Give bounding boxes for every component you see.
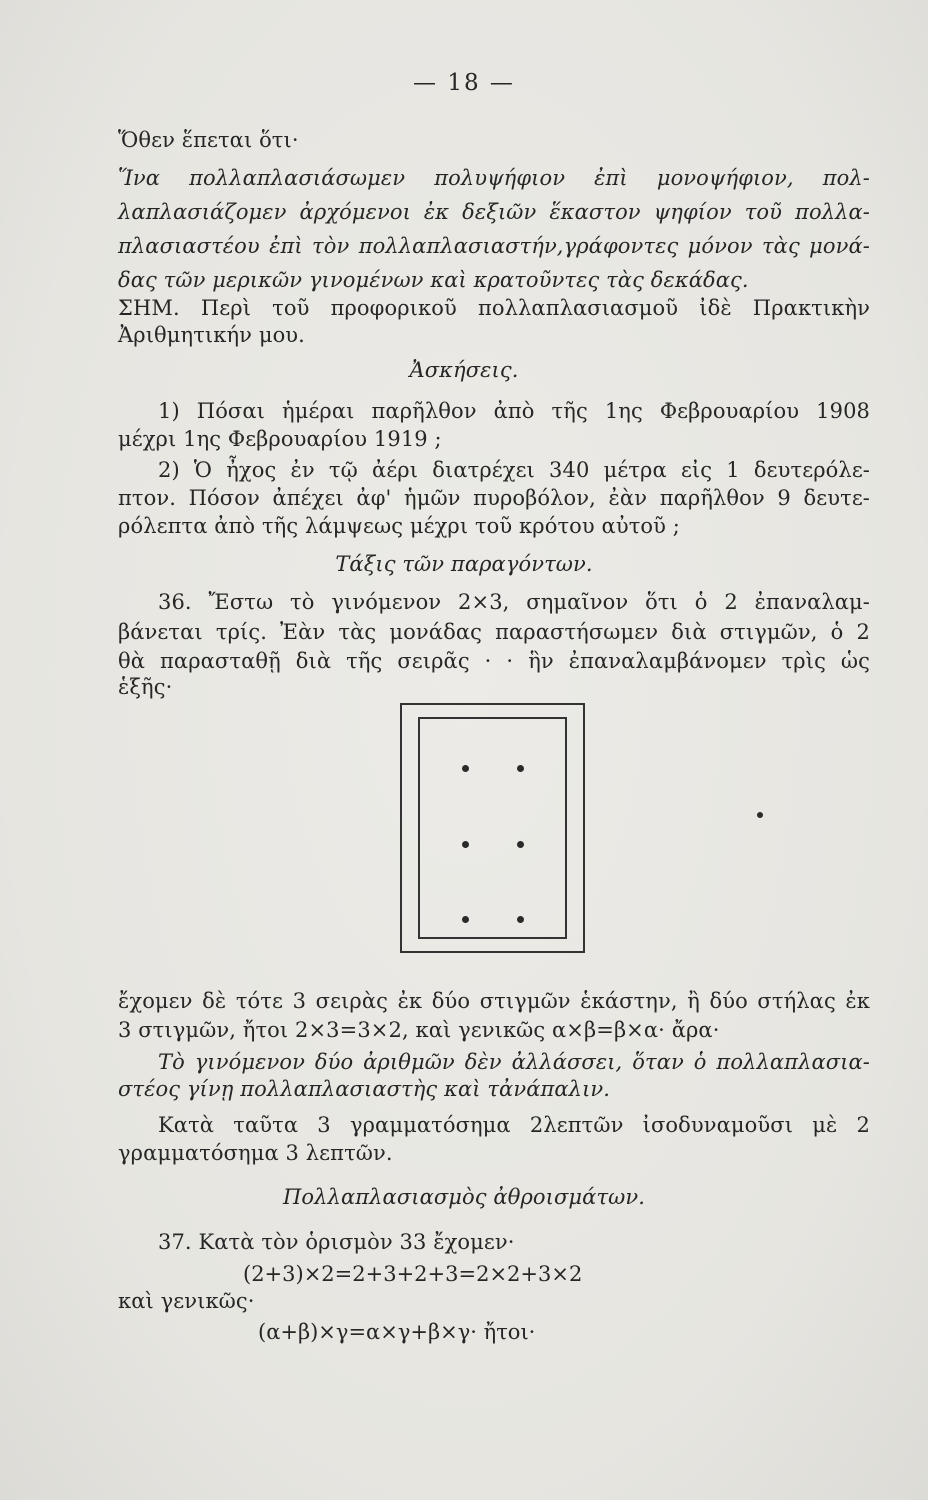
exercise-1-line-2: μέχρι 1ης Φεβρουαρίου 1919 ;	[118, 427, 442, 451]
paragraph-36-line-4: ἑξῆς·	[118, 675, 173, 699]
section-heading-exercises: Ἀσκήσεις.	[409, 358, 519, 382]
formula-general: (α+β)×γ=α×γ+β×γ· ἤτοι·	[258, 1320, 536, 1344]
formula-numeric: (2+3)×2=2+3+2+3=2×2+3×2	[243, 1262, 583, 1286]
rule-line-4: δας τῶν μερικῶν γινομένων καὶ κρατοῦντες τὰς δεκάδας.	[118, 268, 749, 292]
dot	[462, 841, 469, 848]
text-line-1: Ὅθεν ἕπεται ὅτι·	[118, 128, 299, 152]
dot-array-frame	[418, 717, 567, 939]
dot	[462, 916, 469, 923]
dot	[462, 765, 469, 772]
note-line-1: ΣΗΜ. Περὶ τοῦ προφορικοῦ πολλαπλασιασμοῦ ἰδὲ Πρακτικὴν	[118, 296, 870, 320]
paragraph-36-line-6: 3 στιγμῶν, ἤτοι 2×3=3×2, καὶ γενικῶς α×β=β×α· ἄρα·	[118, 1018, 720, 1042]
rule-line-3: πλασιαστέου ἐπὶ τὸν πολλαπλασιαστήν,γράφοντες μόνον τὰς μονά-	[118, 234, 870, 258]
dot	[517, 841, 524, 848]
rule-line-1: Ἵνα πολλαπλασιάσωμεν πολυψήφιον ἐπὶ μονοψήφιον, πολ-	[118, 166, 870, 190]
section-heading-factor-order: Τάξις τῶν παραγόντων.	[335, 552, 593, 576]
stray-mark	[757, 812, 763, 818]
page-number: — 18 —	[413, 70, 515, 96]
theorem-line-1: Τὸ γινόμενον δύο ἀριθμῶν δὲν ἀλλάσσει, ὅταν ὁ πολλαπλασια-	[158, 1050, 870, 1074]
rule-line-2: λαπλασιάζομεν ἀρχόμενοι ἐκ δεξιῶν ἕκαστον ψηφίον τοῦ πολλα-	[118, 200, 870, 224]
exercise-2-line-2: πτον. Πόσον ἀπέχει ἀφ' ἡμῶν πυροβόλον, ἐὰν παρῆλθον 9 δευτε-	[118, 486, 870, 510]
theorem-line-2: στέος γίνῃ πολλαπλασιαστὴς καὶ τἀνάπαλιν.	[118, 1077, 611, 1101]
paragraph-36-line-2: βάνεται τρίς. Ἐὰν τὰς μονάδας παραστήσωμεν διὰ στιγμῶν, ὁ 2	[118, 620, 870, 644]
stamps-line-1: Κατὰ ταῦτα 3 γραμματόσημα 2λεπτῶν ἰσοδυναμοῦσι μὲ 2	[158, 1113, 870, 1137]
section-heading-sum-multiplication: Πολλαπλασιασμὸς ἀθροισμάτων.	[282, 1185, 646, 1209]
note-line-2: Ἀριθμητικήν μου.	[118, 323, 305, 347]
paragraph-36-line-1: 36. Ἔστω τὸ γινόμενον 2×3, σημαῖνον ὅτι ὁ 2 ἐπαναλαμ-	[158, 590, 870, 614]
dot	[517, 916, 524, 923]
dot-array-figure	[400, 703, 585, 953]
paragraph-37-line-2: καὶ γενικῶς·	[118, 1289, 255, 1313]
exercise-1-line-1: 1) Πόσαι ἡμέραι παρῆλθον ἀπὸ τῆς 1ης Φεβρουαρίου 1908	[158, 399, 870, 423]
exercise-2-line-1: 2) Ὁ ἦχος ἐν τῷ ἀέρι διατρέχει 340 μέτρα εἰς 1 δευτερόλε-	[158, 458, 870, 482]
exercise-2-line-3: ρόλεπτα ἀπὸ τῆς λάμψεως μέχρι τοῦ κρότου αὐτοῦ ;	[118, 514, 680, 538]
stamps-line-2: γραμματόσημα 3 λεπτῶν.	[118, 1141, 393, 1165]
paragraph-36-line-3: θὰ παρασταθῇ διὰ τῆς σειρᾶς · · ἣν ἐπαναλαμβάνομεν τρὶς ὡς	[118, 649, 870, 673]
dot	[517, 765, 524, 772]
paragraph-37-line-1: 37. Κατὰ τὸν ὁρισμὸν 33 ἔχομεν·	[158, 1230, 515, 1254]
paragraph-36-line-5: ἔχομεν δὲ τότε 3 σειρὰς ἐκ δύο στιγμῶν ἑκάστην, ἢ δύο στήλας ἐκ	[118, 989, 870, 1013]
